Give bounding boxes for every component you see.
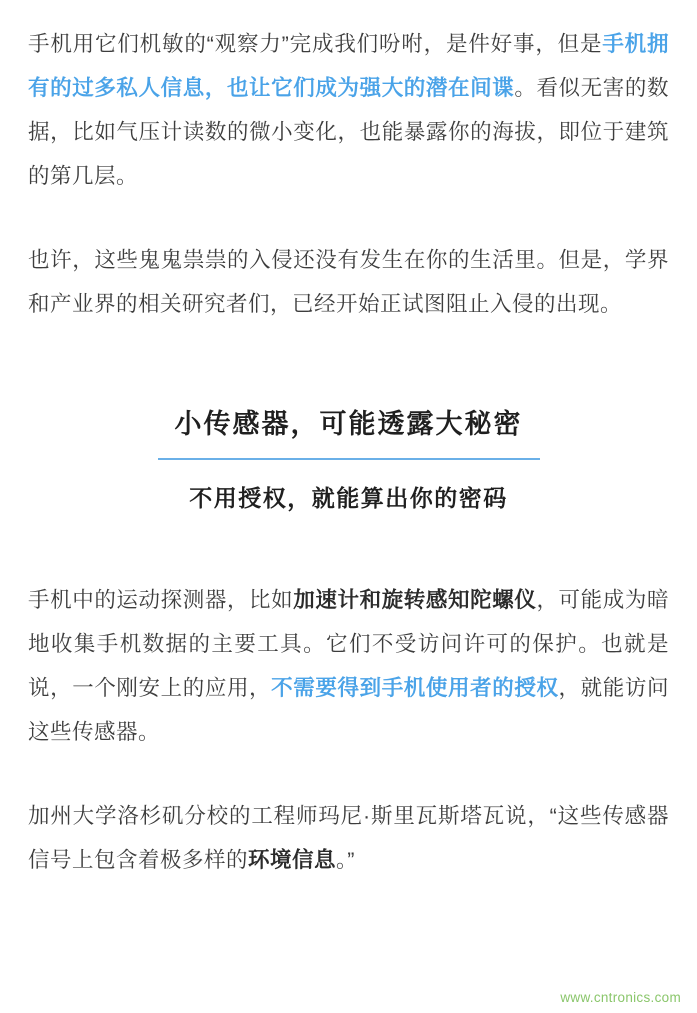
text-run: ，就能访问这些传感器。 xyxy=(28,676,669,744)
text-run: ，可能成为暗地收集手机数据的主要工具。它们不受访问许可的保护。也就是说，一个刚安上的应用， xyxy=(28,588,669,700)
text-run: 手机用它们机敏的“观察力”完成我们吩咐，是件好事，但是 xyxy=(28,32,603,56)
text-run: 也许，这些鬼鬼祟祟的入侵还没有发生在你的生活里。但是，学界和产业界的相关研究者们，已经开始正试图阻止入侵的出现。 xyxy=(28,248,669,316)
paragraph-1 xyxy=(28,22,669,198)
highlighted-text: 手机拥有的过多私人信息，也让它们成为强大的潜在间谍 xyxy=(28,32,669,100)
text-run: 手机中的运动探测器，比如 xyxy=(28,588,294,612)
highlighted-text: 不需要得到手机使用者的授权 xyxy=(271,676,559,700)
bold-text: 加速计和旋转感知陀螺仪 xyxy=(293,588,537,612)
text-run: 加州大学洛杉矶分校的工程师玛尼·斯里瓦斯塔瓦说，“这些传感器信号上包含着极多样的 xyxy=(28,804,669,872)
text-run: 。” xyxy=(336,848,355,872)
section-title: 小传感器，可能透露大秘密 xyxy=(174,409,523,439)
section-heading-block xyxy=(28,404,669,516)
section-subtitle: 不用授权，就能算出你的密码 xyxy=(189,485,508,511)
paragraph-4 xyxy=(28,794,669,882)
paragraph-2 xyxy=(28,238,669,326)
text-run: 。看似无害的数据，比如气压计读数的微小变化，也能暴露你的海拔，即位于建筑的第几层。 xyxy=(28,76,669,188)
article-body-after-heading xyxy=(28,578,669,882)
site-watermark: www.cntronics.com xyxy=(560,990,681,1005)
bold-text: 环境信息 xyxy=(248,848,337,872)
section-divider xyxy=(158,458,540,460)
paragraph-3 xyxy=(28,578,669,754)
